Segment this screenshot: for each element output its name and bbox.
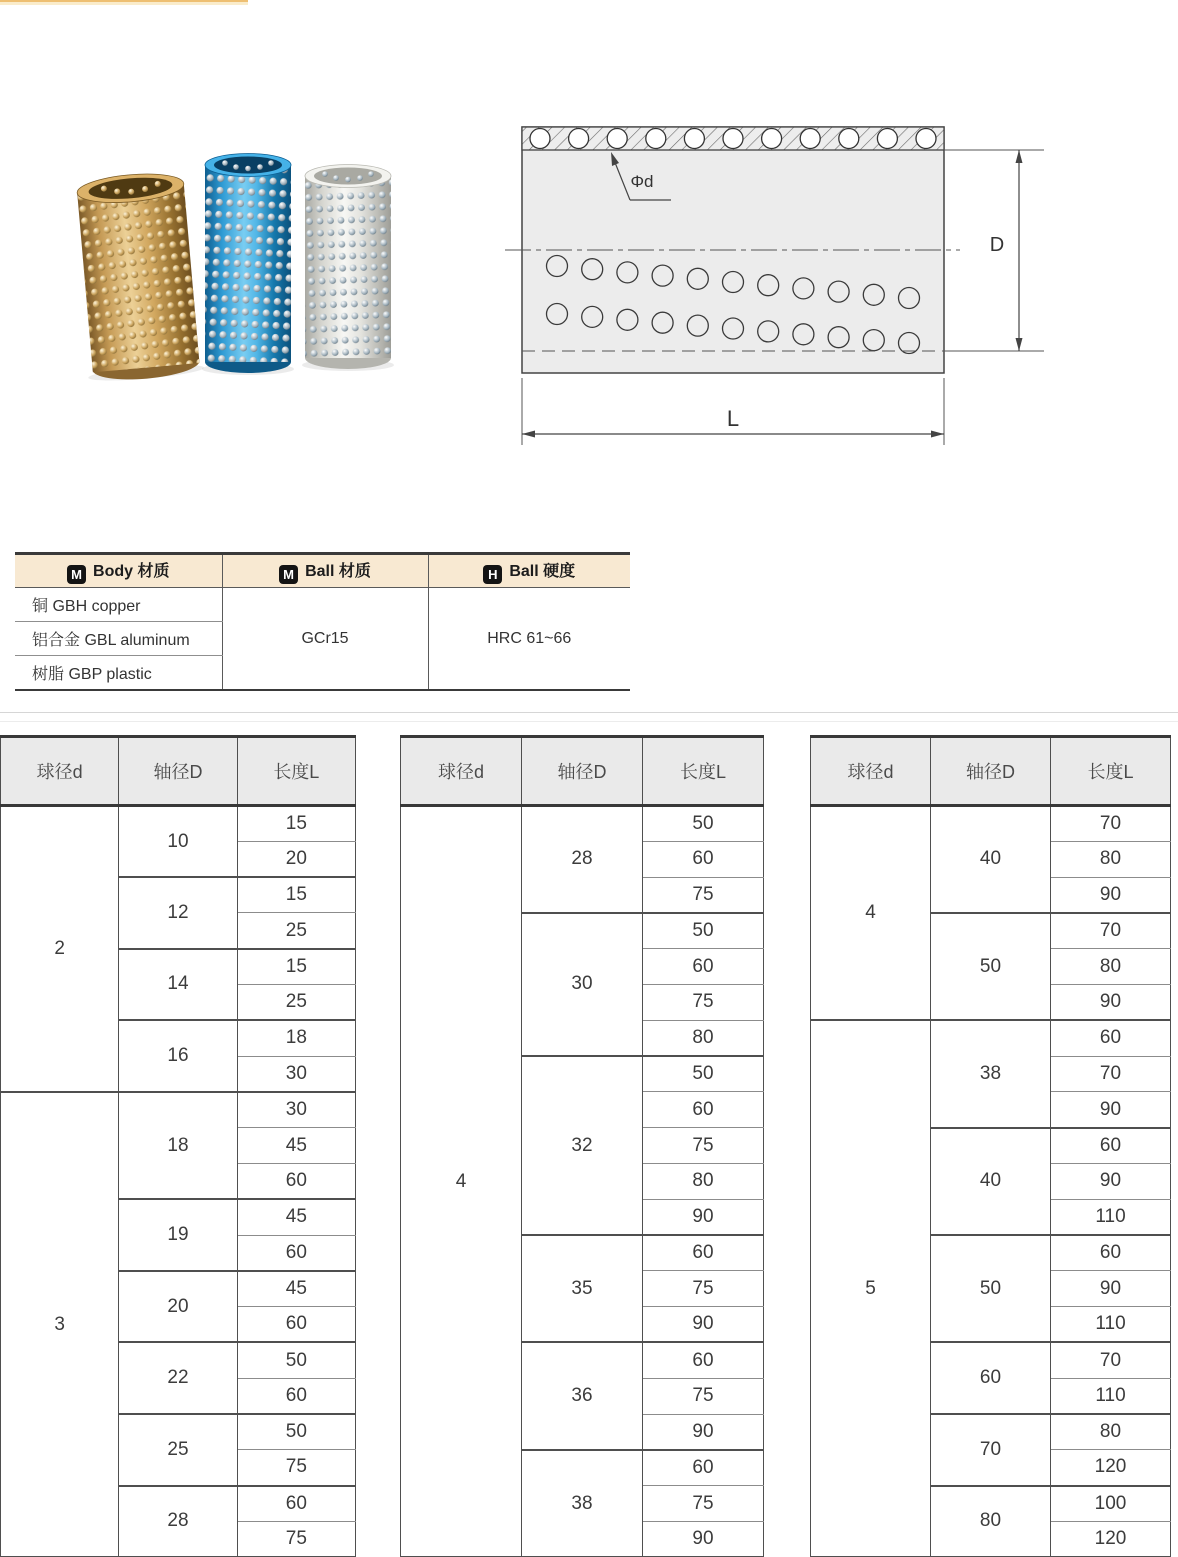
length-cell: 70 (1051, 1342, 1171, 1378)
size-table-3 (810, 735, 1171, 1557)
length-cell: 90 (643, 1521, 764, 1557)
length-cell: 90 (643, 1307, 764, 1343)
length-cell: 110 (1051, 1199, 1171, 1235)
length-cell: 45 (237, 1271, 355, 1307)
length-cell: 50 (643, 913, 764, 949)
length-cell: 70 (1051, 913, 1171, 949)
ball-diameter-cell: 3 (1, 1092, 119, 1557)
l-dim-label: L (726, 406, 740, 431)
shaft-diameter-cell: 60 (931, 1342, 1051, 1414)
shaft-diameter-cell: 12 (119, 877, 237, 949)
aluminum-ball-cage (202, 154, 294, 376)
size-row (1, 1092, 356, 1128)
shaft-diameter-cell: 38 (522, 1450, 643, 1557)
section-divider-soft (0, 721, 1178, 722)
size-row (811, 1020, 1171, 1056)
body-material-copper: 铜 GBH copper (15, 588, 222, 622)
top-accent-bar (0, 0, 248, 5)
shaft-diameter-cell: 40 (931, 806, 1051, 913)
length-cell: 60 (643, 1342, 764, 1378)
mat-header-body-label: Body 材质 (93, 563, 170, 580)
size-column-header: 球径d (811, 737, 931, 806)
length-cell: 100 (1051, 1486, 1171, 1522)
length-cell: 75 (237, 1450, 355, 1486)
shaft-diameter-cell: 40 (931, 1128, 1051, 1235)
shaft-diameter-cell: 16 (119, 1020, 237, 1092)
length-cell: 90 (643, 1199, 764, 1235)
length-cell: 75 (643, 877, 764, 913)
ball-material-value: GCr15 (301, 629, 349, 647)
materials-table (15, 552, 630, 691)
shaft-diameter-cell: 28 (119, 1486, 237, 1557)
material-m-icon: M (279, 565, 298, 584)
mat-header-body (15, 554, 222, 588)
mat-header-hardness (428, 554, 630, 588)
length-cell: 45 (237, 1199, 355, 1235)
shaft-diameter-cell: 18 (119, 1092, 237, 1199)
length-cell: 50 (237, 1342, 355, 1378)
hardness-h-icon: H (483, 565, 502, 584)
copper-ball-cage (71, 170, 204, 384)
length-cell: 18 (237, 1020, 355, 1056)
size-column-header: 长度L (237, 737, 355, 806)
shaft-diameter-cell: 19 (119, 1199, 237, 1271)
shaft-diameter-cell: 20 (119, 1271, 237, 1343)
length-cell: 30 (237, 1092, 355, 1128)
body-material-aluminum: 铝合金 GBL aluminum (15, 622, 222, 656)
length-cell: 70 (1051, 1056, 1171, 1092)
phi-d-label: Φd (630, 172, 654, 191)
shaft-diameter-cell: 22 (119, 1342, 237, 1414)
length-cell: 20 (237, 841, 355, 877)
length-cell: 15 (237, 949, 355, 985)
length-cell: 60 (237, 1163, 355, 1199)
length-cell: 90 (1051, 877, 1171, 913)
length-cell: 60 (1051, 1128, 1171, 1164)
plastic-ball-cage (302, 165, 394, 372)
length-cell: 80 (643, 1163, 764, 1199)
length-cell: 60 (237, 1307, 355, 1343)
size-row (811, 806, 1171, 842)
body-material-plastic: 树脂 GBP plastic (15, 656, 222, 691)
length-cell: 60 (1051, 1020, 1171, 1056)
l-dimension (522, 378, 944, 445)
length-cell: 90 (1051, 1271, 1171, 1307)
materials-header-row (15, 554, 630, 588)
ball-diameter-cell: 2 (1, 806, 119, 1092)
size-column-header: 球径d (401, 737, 522, 806)
shaft-diameter-cell: 35 (522, 1235, 643, 1342)
material-m-icon: M (67, 565, 86, 584)
length-cell: 15 (237, 877, 355, 913)
shaft-diameter-cell: 70 (931, 1414, 1051, 1486)
length-cell: 80 (643, 1020, 764, 1056)
length-cell: 60 (643, 1092, 764, 1128)
product-photo (60, 140, 410, 385)
size-column-header: 长度L (1051, 737, 1171, 806)
length-cell: 60 (643, 1235, 764, 1271)
material-row-copper (15, 588, 630, 622)
shaft-diameter-cell: 32 (522, 1056, 643, 1235)
size-column-header: 轴径D (931, 737, 1051, 806)
length-cell: 45 (237, 1128, 355, 1164)
length-cell: 70 (1051, 806, 1171, 842)
length-cell: 60 (237, 1486, 355, 1522)
shaft-diameter-cell: 50 (931, 1235, 1051, 1342)
shaft-diameter-cell: 14 (119, 949, 237, 1021)
length-cell: 60 (643, 949, 764, 985)
shaft-diameter-cell: 25 (119, 1414, 237, 1486)
ball-diameter-cell: 4 (811, 806, 931, 1021)
ball-hardness-value: HRC 61~66 (428, 588, 630, 691)
length-cell: 90 (1051, 1092, 1171, 1128)
length-cell: 60 (237, 1378, 355, 1414)
bushing-section (505, 127, 960, 373)
size-table-header-row (1, 737, 356, 806)
length-cell: 15 (237, 806, 355, 842)
mat-header-ball (222, 554, 428, 588)
length-cell: 60 (1051, 1235, 1171, 1271)
length-cell: 80 (1051, 949, 1171, 985)
length-cell: 25 (237, 913, 355, 949)
length-cell: 75 (643, 984, 764, 1020)
length-cell: 120 (1051, 1450, 1171, 1486)
size-table-1 (0, 735, 356, 1557)
length-cell: 50 (237, 1414, 355, 1450)
size-row (401, 806, 764, 842)
length-cell: 80 (1051, 1414, 1171, 1450)
ball-diameter-cell: 4 (401, 806, 522, 1557)
d-dim-label: D (989, 234, 1005, 256)
length-cell: 60 (643, 841, 764, 877)
length-cell: 30 (237, 1056, 355, 1092)
length-cell: 60 (237, 1235, 355, 1271)
size-column-header: 轴径D (522, 737, 643, 806)
length-cell: 75 (643, 1486, 764, 1522)
size-table-header-row (811, 737, 1171, 806)
shaft-diameter-cell: 50 (931, 913, 1051, 1020)
length-cell: 50 (643, 806, 764, 842)
length-cell: 75 (643, 1271, 764, 1307)
length-cell: 90 (1051, 1163, 1171, 1199)
length-cell: 25 (237, 984, 355, 1020)
length-cell: 90 (643, 1414, 764, 1450)
length-cell: 110 (1051, 1307, 1171, 1343)
length-cell: 120 (1051, 1521, 1171, 1557)
length-cell: 80 (1051, 841, 1171, 877)
ball-diameter-cell: 5 (811, 1020, 931, 1557)
mat-header-hardness-label: Ball 硬度 (509, 563, 576, 580)
shaft-diameter-cell: 80 (931, 1486, 1051, 1557)
technical-drawing (500, 115, 1065, 460)
length-cell: 50 (643, 1056, 764, 1092)
shaft-diameter-cell: 38 (931, 1020, 1051, 1127)
size-row (1, 806, 356, 842)
length-cell: 75 (237, 1521, 355, 1557)
length-cell: 75 (643, 1378, 764, 1414)
size-column-header: 球径d (1, 737, 119, 806)
size-column-header: 轴径D (119, 737, 237, 806)
mat-header-ball-label: Ball 材质 (305, 563, 371, 580)
section-divider (0, 712, 1178, 713)
shaft-diameter-cell: 10 (119, 806, 237, 878)
length-cell: 60 (643, 1450, 764, 1486)
shaft-diameter-cell: 30 (522, 913, 643, 1056)
shaft-diameter-cell: 36 (522, 1342, 643, 1449)
length-cell: 75 (643, 1128, 764, 1164)
length-cell: 110 (1051, 1378, 1171, 1414)
size-table-2 (400, 735, 764, 1557)
length-cell: 90 (1051, 984, 1171, 1020)
size-column-header: 长度L (643, 737, 764, 806)
size-table-header-row (401, 737, 764, 806)
shaft-diameter-cell: 28 (522, 806, 643, 913)
